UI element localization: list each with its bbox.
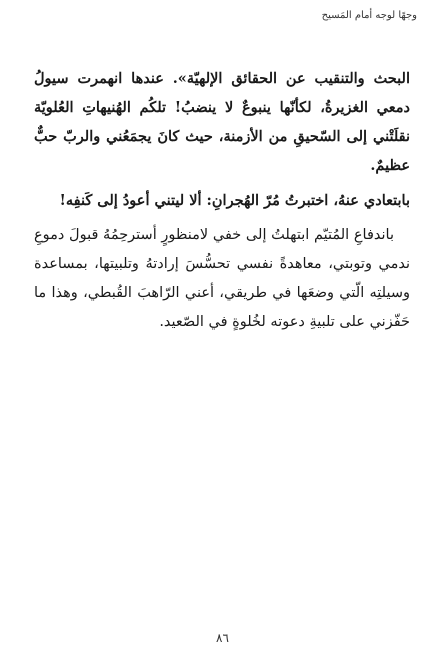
body-text	[34, 64, 410, 337]
paragraph-1: البحث والتنقيب عن الحقائق الإلهيّة». عندها انهمرت سيولُ دمعي الغزيرةُ، لكأنّها ينبوعٌ لا ينضبُ! تلكُم الهُنيهاتِ العُلويّة نقلَتْني إلى السّحيقِ من الأزمنة، حيث كانَ يجمَعُني والربّ حبٌّ عظيمٌ.	[34, 70, 410, 174]
paragraph-2: بابتعادي عنهُ، اختبرتُ مُرّ الهُجرانِ: ألا ليتني أعودُ إلى كَنفِه!	[59, 192, 410, 209]
running-header: وجهًا لوجه أمام المَسيح	[321, 10, 417, 21]
paragraph-3: باندفاعِ المُتيّم ابتهلتُ إلى خفي لامنظورٍ أسترحِمُهُ قبولَ دموعِ ندمي وتوبتي، معاهدةً نفسي تحسُّسَ إرادتهُ وتلبيتها، بمساعدة وسيلتِه الّتي وضعَها في طريقي، أعني الرّاهبَ القُبطي، وهذا ما حَفّزني على تلبيةِ دعوته لخُلوةٍ في الصّعيد.	[34, 227, 410, 330]
page-number: ٨٦	[216, 631, 229, 645]
